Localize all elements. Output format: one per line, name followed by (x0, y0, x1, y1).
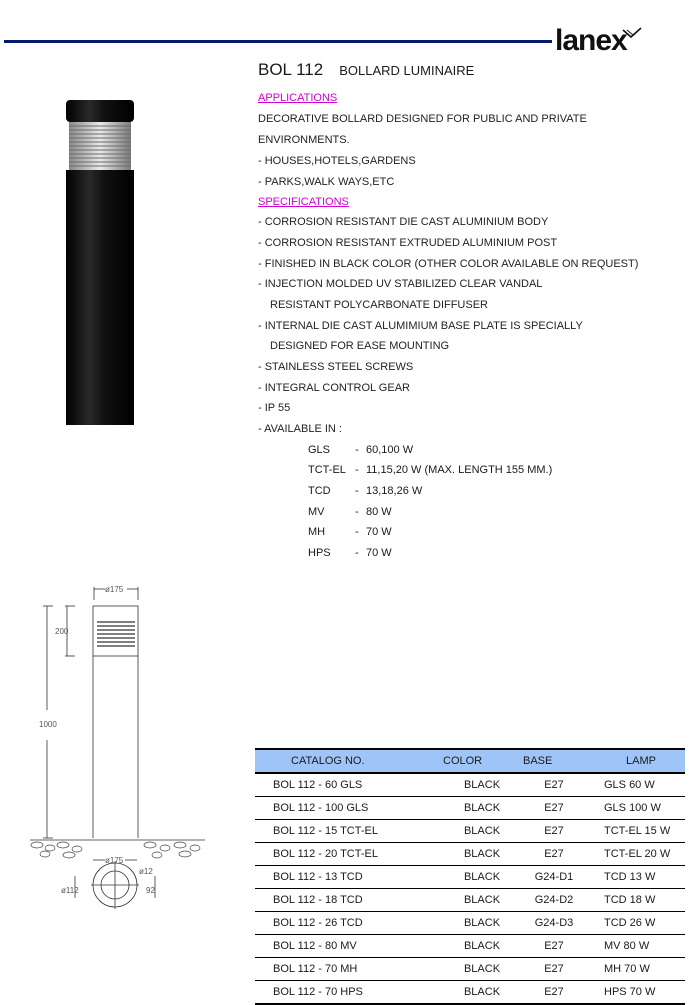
cell-base: E27 (522, 935, 586, 958)
lamp-type: TCT-EL (308, 464, 346, 476)
page-title (258, 60, 474, 80)
table-row (255, 773, 685, 797)
dim-bolt-circle: ø112 (61, 886, 79, 895)
cell-base: E27 (522, 843, 586, 866)
cell-lamp: GLS 100 W (586, 797, 685, 820)
lamp-type: MH (308, 526, 326, 538)
cell-catalog-no: BOL 112 - 70 MH (255, 958, 442, 981)
cell-lamp: TCT-EL 15 W (586, 820, 685, 843)
applications-line: - PARKS,WALK WAYS,ETC (258, 176, 395, 188)
header-rule (4, 40, 552, 43)
spec-line: RESISTANT POLYCARBONATE DIFFUSER (270, 299, 488, 311)
table-row (255, 958, 685, 981)
logo-text: lanex (555, 24, 627, 57)
spec-line: - AVAILABLE IN : (258, 423, 342, 435)
product-code: BOL 112 (258, 60, 324, 79)
dim-base-diameter: ø175 (105, 856, 124, 865)
lamp-type: GLS (308, 444, 331, 456)
cell-base: G24-D3 (522, 912, 586, 935)
product-photo (60, 100, 140, 430)
cell-lamp: HPS 70 W (586, 981, 685, 1005)
table-row (255, 889, 685, 912)
dim-spacing: 92 (146, 886, 155, 895)
cell-color: BLACK (442, 866, 522, 889)
lamp-type: MV (308, 506, 325, 518)
dim-hole: ø12 (139, 867, 153, 876)
cell-color: BLACK (442, 843, 522, 866)
spec-line: - FINISHED IN BLACK COLOR (OTHER COLOR AVAILABLE ON REQUEST) (258, 258, 639, 270)
cell-lamp: TCT-EL 20 W (586, 843, 685, 866)
cell-catalog-no: BOL 112 - 100 GLS (255, 797, 442, 820)
table-row (255, 866, 685, 889)
table-header-row (255, 749, 685, 773)
catalog-table (255, 748, 685, 1005)
cell-base: E27 (522, 820, 586, 843)
lamp-type: TCD (308, 485, 331, 497)
table-row (255, 935, 685, 958)
col-lamp: LAMP (586, 749, 685, 773)
spec-line: - INTERNAL DIE CAST ALUMIMIUM BASE PLATE IS SPECIALLY (258, 320, 583, 332)
spec-line: - IP 55 (258, 402, 291, 414)
lamp-dash: - (355, 547, 359, 559)
cell-lamp: GLS 60 W (586, 773, 685, 797)
cell-base: E27 (522, 797, 586, 820)
lamp-dash: - (355, 464, 359, 476)
cell-catalog-no: BOL 112 - 18 TCD (255, 889, 442, 912)
product-name: BOLLARD LUMINAIRE (339, 63, 475, 78)
cell-base: G24-D1 (522, 866, 586, 889)
table-row (255, 912, 685, 935)
lamp-dash: - (355, 444, 359, 456)
spec-line: - INJECTION MOLDED UV STABILIZED CLEAR VANDAL (258, 278, 543, 290)
cell-catalog-no: BOL 112 - 80 MV (255, 935, 442, 958)
cell-catalog-no: BOL 112 - 26 TCD (255, 912, 442, 935)
cell-base: E27 (522, 958, 586, 981)
cell-catalog-no: BOL 112 - 13 TCD (255, 866, 442, 889)
cell-color: BLACK (442, 912, 522, 935)
dim-top-diameter: ø175 (105, 585, 124, 594)
cell-color: BLACK (442, 773, 522, 797)
applications-line: - HOUSES,HOTELS,GARDENS (258, 155, 416, 167)
cell-color: BLACK (442, 935, 522, 958)
applications-line: DECORATIVE BOLLARD DESIGNED FOR PUBLIC AND PRIVATE (258, 113, 587, 125)
lamp-dash: - (355, 485, 359, 497)
cell-lamp: TCD 13 W (586, 866, 685, 889)
lamp-value: 13,18,26 W (366, 485, 423, 497)
cell-base: G24-D2 (522, 889, 586, 912)
lamp-value: 70 W (366, 526, 392, 538)
lamp-dash: - (355, 506, 359, 518)
cell-color: BLACK (442, 797, 522, 820)
spec-line: - CORROSION RESISTANT DIE CAST ALUMINIUM BODY (258, 216, 549, 228)
cell-lamp: TCD 26 W (586, 912, 685, 935)
cell-catalog-no: BOL 112 - 15 TCT-EL (255, 820, 442, 843)
brand-logo (553, 22, 663, 60)
dim-head-height: 200 (55, 627, 69, 636)
col-color: COLOR (442, 749, 522, 773)
cell-catalog-no: BOL 112 - 70 HPS (255, 981, 442, 1005)
lamp-value: 80 W (366, 506, 392, 518)
applications-heading[interactable]: APPLICATIONS (258, 92, 338, 104)
col-catalog-no: CATALOG NO. (255, 749, 442, 773)
lamp-value: 11,15,20 W (MAX. LENGTH 155 MM.) (366, 464, 553, 476)
cell-color: BLACK (442, 981, 522, 1005)
table-row (255, 843, 685, 866)
cell-base: E27 (522, 981, 586, 1005)
dim-total-height: 1000 (39, 720, 57, 729)
spec-line: - CORROSION RESISTANT EXTRUDED ALUMINIUM POST (258, 237, 558, 249)
cell-catalog-no: BOL 112 - 20 TCT-EL (255, 843, 442, 866)
cell-lamp: TCD 18 W (586, 889, 685, 912)
cell-color: BLACK (442, 820, 522, 843)
spec-line: - STAINLESS STEEL SCREWS (258, 361, 414, 373)
table-row (255, 797, 685, 820)
cell-lamp: MH 70 W (586, 958, 685, 981)
table-row (255, 820, 685, 843)
cell-lamp: MV 80 W (586, 935, 685, 958)
col-base: BASE (522, 749, 586, 773)
specifications-heading[interactable]: SPECIFICATIONS (258, 196, 349, 208)
cell-base: E27 (522, 773, 586, 797)
spec-line: DESIGNED FOR EASE MOUNTING (270, 340, 450, 352)
cell-color: BLACK (442, 889, 522, 912)
lamp-value: 60,100 W (366, 444, 414, 456)
technical-drawing (25, 580, 215, 910)
lamp-type: HPS (308, 547, 331, 559)
lamp-dash: - (355, 526, 359, 538)
cell-color: BLACK (442, 958, 522, 981)
spec-line: - INTEGRAL CONTROL GEAR (258, 382, 410, 394)
cell-catalog-no: BOL 112 - 60 GLS (255, 773, 442, 797)
applications-line: ENVIRONMENTS. (258, 134, 350, 146)
lamp-value: 70 W (366, 547, 392, 559)
table-row (255, 981, 685, 1005)
